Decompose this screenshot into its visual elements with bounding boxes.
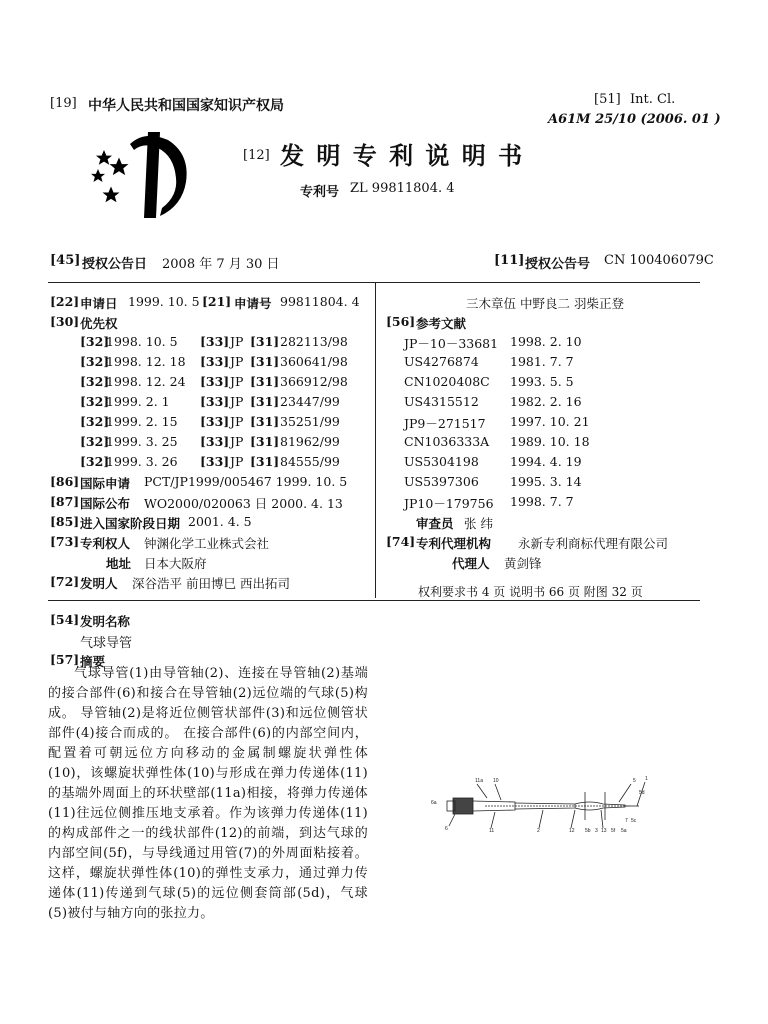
office-code: [19] [50,96,77,111]
patent-no-label: 专利号 [300,185,340,200]
figure-label: 3 [595,828,598,834]
reference-number: JP10－179756 [404,496,494,511]
figure-label: 5f [611,828,616,834]
figure-label: 5 [633,778,636,784]
owner-code: [73] [50,534,80,549]
priority-number: 81962/99 [280,434,340,449]
priority-c33: [33] [200,394,230,409]
priority-c31: [31] [250,374,280,389]
pub-no-code: [11] [494,253,525,268]
reference-number: JP9－271517 [404,416,486,431]
intl-app-value: PCT/JP1999/005467 1999. 10. 5 [144,474,348,489]
reference-number: US4315512 [404,394,479,409]
priority-date: 1999. 2. 1 [106,394,170,409]
figure-label: 10 [493,778,499,784]
priority-country: JP [230,454,244,469]
priority-date: 1999. 2. 15 [106,414,178,429]
reference-number: CN1020408C [404,374,490,389]
reference-date: 1982. 2. 16 [510,394,582,409]
reference-date: 1993. 5. 5 [510,374,574,389]
priority-c32: [32] [80,414,110,429]
inventor-label: 发明人 [80,576,118,591]
figure-label: 12 [569,828,575,834]
intcl-label: Int. Cl. [630,92,676,107]
priority-code: [30] [50,314,80,329]
app-date-label: 申请日 [80,296,118,311]
app-date-code: [22] [50,294,80,309]
intl-pub-code: [87] [50,494,80,509]
national-label: 进入国家阶段日期 [80,516,181,531]
figure-label: 6 [445,826,448,832]
doc-code: [12] [243,148,270,163]
reference-number: US5397306 [404,474,479,489]
figure-label: 7 [625,818,628,824]
invention-name: 气球导管 [80,636,133,651]
inventor-code: [72] [50,574,80,589]
intl-app-code: [86] [50,474,80,489]
figure-label: 5b [585,828,591,834]
app-no-code: [21] [202,294,232,309]
agent-label: 代理人 [452,556,490,571]
priority-c32: [32] [80,394,110,409]
priority-c31: [31] [250,354,280,369]
priority-c31: [31] [250,454,280,469]
bottom-rule [48,600,700,601]
figure-label: 1 [645,776,648,782]
reference-number: US4276874 [404,354,479,369]
figure-label: 2 [537,828,540,834]
reference-date: 1995. 3. 14 [510,474,582,489]
sipo-logo [90,130,200,220]
priority-number: 360641/98 [280,354,348,369]
intcl-value: A61M 25/10 (2006. 01 ) [548,112,721,127]
name-label: 发明名称 [80,614,131,629]
national-code: [85] [50,514,80,529]
priority-c33: [33] [200,374,230,389]
priority-c33: [33] [200,334,230,349]
priority-country: JP [230,434,244,449]
priority-country: JP [230,334,244,349]
priority-country: JP [230,414,244,429]
inventors-cont-text: 三木章伍 中野良二 羽柴正登 [466,296,624,311]
intl-app-label: 国际申请 [80,476,131,491]
priority-c32: [32] [80,354,110,369]
address-label: 地址 [106,556,132,571]
priority-date: 1998. 12. 18 [106,354,186,369]
figure-label: 6a [431,800,437,806]
app-date-value: 1999. 10. 5 [128,294,200,309]
national-value: 2001. 4. 5 [188,514,252,529]
intl-pub-value: WO2000/020063 日 2000. 4. 13 [144,496,343,511]
inventor-value: 深谷浩平 前田博巳 西出拓司 [132,576,290,591]
pub-date-label: 授权公告日 [82,257,148,272]
priority-c32: [32] [80,454,110,469]
owner-value: 钟渊化学工业株式会社 [144,536,270,551]
priority-c32: [32] [80,374,110,389]
priority-country: JP [230,354,244,369]
figure-label: 5a [621,828,627,834]
priority-date: 1998. 10. 5 [106,334,178,349]
abstract [48,664,368,924]
agency-value: 永新专利商标代理有限公司 [518,536,669,551]
reference-number: JP－10－33681 [404,336,499,351]
priority-number: 23447/99 [280,394,340,409]
refs-code: [56] [386,314,416,329]
priority-c32: [32] [80,334,110,349]
top-rule [48,282,700,283]
priority-date: 1998. 12. 24 [106,374,186,389]
examiner-value: 张 纬 [464,516,493,531]
figure-label: 11 [489,828,495,834]
figure-label: 5d [639,790,645,796]
agency-label: 专利代理机构 [416,536,492,551]
abstract-text: 气球导管(1)由导管轴(2)、连接在导管轴(2)基端的接合部件(6)和接合在导管轴(2)远位端的气球(5)构成。 导管轴(2)是将近位侧管状部件(3)和远位侧管状部件(4)接合而成的。 在接合部件(6)的内部空间内，配置着可朝远位方向移动的金属制螺旋状弹性体(10)，该螺旋状弹性体(10)与形成在弹力传递体(11)的基端外周面上的环状壁部(11a)相接，将弹力传递体(11)往远位侧推压地支承着。作为该弹力传递体(11)的构成部件之一的线状部件(12)的前端，到达气球的内部空间(5f)，与导线通过用管(7)的外周面粘接着。 这样，螺旋状弹性体(10)的弹性支承力，通过弹力传递体(11)传递到气球(5)的远位侧套筒部(5d)，气球(5)被付与轴方向的张拉力。 [48,666,368,921]
pages-info: 权利要求书 4 页 说明书 66 页 附图 32 页 [418,585,643,599]
intcl-code: [51] [594,92,621,107]
figure-label: 13 [601,828,607,834]
reference-date: 1998. 7. 7 [510,494,574,509]
priority-country: JP [230,374,244,389]
priority-country: JP [230,394,244,409]
catheter-figure [425,770,653,846]
figure-label: 11a [475,778,483,784]
patent-no: ZL 99811804. 4 [350,181,455,196]
app-no-label: 申请号 [234,296,272,311]
pub-no-label: 授权公告号 [525,257,591,272]
priority-number: 366912/98 [280,374,348,389]
agent-value: 黄剑锋 [504,556,542,571]
reference-date: 1981. 7. 7 [510,354,574,369]
refs-label: 参考文献 [416,316,467,331]
examiner-label: 审查员 [416,516,454,531]
address-value: 日本大阪府 [144,556,207,571]
pub-date-code: [45] [50,253,81,268]
priority-c32: [32] [80,434,110,449]
reference-date: 1998. 2. 10 [510,334,582,349]
abstract-code: [57] [50,652,80,667]
abstract-label: 摘要 [80,654,106,669]
priority-c31: [31] [250,334,280,349]
priority-date: 1999. 3. 25 [106,434,178,449]
priority-number: 282113/98 [280,334,348,349]
owner-label: 专利权人 [80,536,131,551]
doc-title: 发 明 专 利 说 明 书 [280,141,525,170]
priority-number: 35251/99 [280,414,340,429]
priority-number: 84555/99 [280,454,340,469]
priority-date: 1999. 3. 26 [106,454,178,469]
pub-date-value: 2008 年 7 月 30 日 [162,257,280,272]
pub-no-value: CN 100406079C [604,253,714,268]
priority-c31: [31] [250,434,280,449]
agency-code: [74] [386,534,416,549]
reference-number: CN1036333A [404,434,490,449]
office-name: 中华人民共和国国家知识产权局 [88,98,284,114]
reference-date: 1997. 10. 21 [510,414,590,429]
priority-c31: [31] [250,394,280,409]
reference-date: 1989. 10. 18 [510,434,590,449]
priority-c33: [33] [200,434,230,449]
priority-label: 优先权 [80,316,118,331]
priority-c33: [33] [200,454,230,469]
reference-date: 1994. 4. 19 [510,454,582,469]
reference-number: US5304198 [404,454,479,469]
priority-c31: [31] [250,414,280,429]
app-no-value: 99811804. 4 [280,294,360,309]
figure-label: 5c [631,818,637,824]
priority-c33: [33] [200,354,230,369]
column-divider [375,283,376,598]
name-code: [54] [50,612,80,627]
priority-c33: [33] [200,414,230,429]
intl-pub-label: 国际公布 [80,496,131,511]
